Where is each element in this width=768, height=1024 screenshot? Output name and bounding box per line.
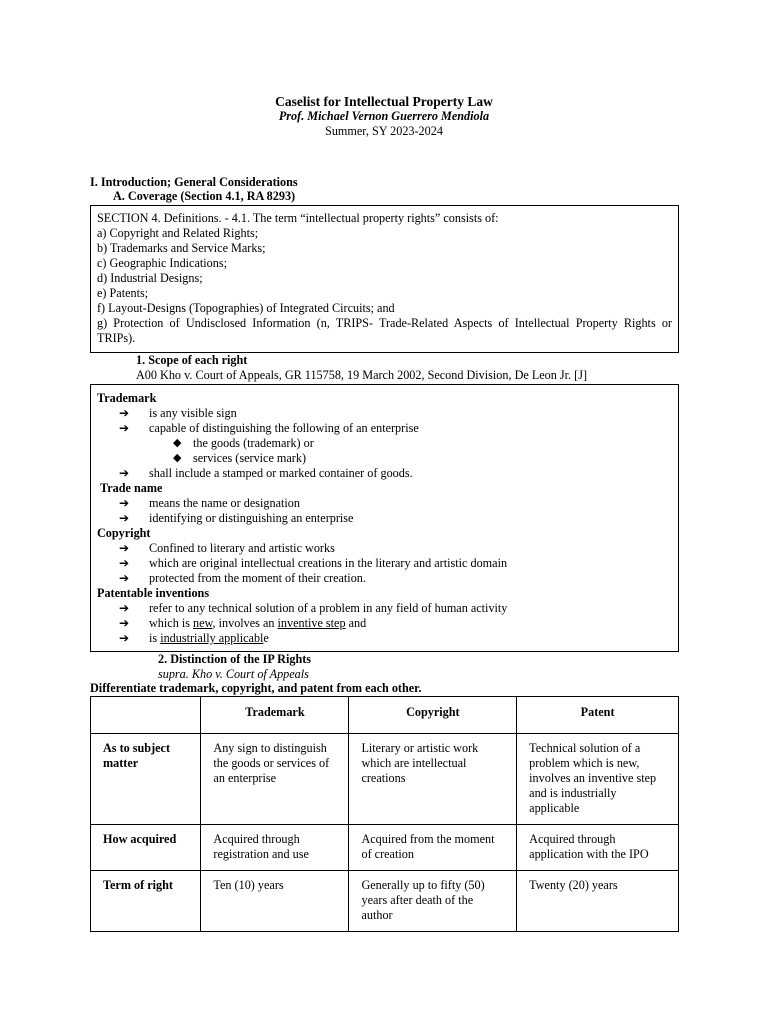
table-header-row xyxy=(91,697,679,734)
row-label: As to subject matter xyxy=(91,734,201,825)
title-block xyxy=(0,94,768,139)
arrow-icon: ➔ xyxy=(119,421,130,435)
distinction-heading: 2. Distinction of the IP Rights xyxy=(158,652,312,666)
table-row xyxy=(91,871,679,932)
table-cell: Ten (10) years xyxy=(201,871,349,932)
arrow-icon: ➔ xyxy=(119,406,130,420)
table-cell: Generally up to fifty (50) years after death of the author xyxy=(349,871,517,932)
list-item: ➔ is any visible sign xyxy=(119,406,237,420)
section-heading: I. Introduction; General Considerations xyxy=(90,175,298,189)
definition-line: a) Copyright and Related Rights; xyxy=(97,226,259,240)
table-cell: Any sign to distinguish the goods or services of an enterprise xyxy=(201,734,349,825)
row-label: Term of right xyxy=(91,871,201,932)
table-row xyxy=(91,734,679,825)
list-item: ➔ shall include a stamped or marked container of goods. xyxy=(119,466,413,480)
scope-heading: 1. Scope of each right xyxy=(136,353,248,367)
table-header-cell xyxy=(91,697,201,734)
list-item: ➔ is industrially applicable xyxy=(119,631,269,645)
comparison-table xyxy=(90,696,679,932)
definition-line: b) Trademarks and Service Marks; xyxy=(97,241,266,255)
row-label: How acquired xyxy=(91,825,201,871)
document-title: Caselist for Intellectual Property Law xyxy=(275,94,493,109)
list-item: ➔ protected from the moment of their creation. xyxy=(119,571,366,585)
patent-label: Patentable inventions xyxy=(97,586,210,600)
diamond-bullet-icon: ◆ xyxy=(173,437,182,449)
list-item: ➔ which is new, involves an inventive step and xyxy=(119,616,367,630)
tradename-label: Trade name xyxy=(100,481,163,495)
list-item: ➔ identifying or distinguishing an enterprise xyxy=(119,511,354,525)
table-row xyxy=(91,825,679,871)
subsection-heading: A. Coverage (Section 4.1, RA 8293) xyxy=(113,189,296,203)
supra-citation: supra. Kho v. Court of Appeals xyxy=(158,667,309,681)
list-item: ➔ capable of distinguishing the following of an enterprise xyxy=(119,421,419,435)
list-item: ➔ refer to any technical solution of a problem in any field of human activity xyxy=(119,601,508,615)
sub-list-item: ◆ the goods (trademark) or xyxy=(173,436,314,450)
document-term: Summer, SY 2023-2024 xyxy=(325,124,443,138)
definition-line: d) Industrial Designs; xyxy=(97,271,203,285)
definition-line: e) Patents; xyxy=(97,286,149,300)
table-cell: Acquired from the moment of creation xyxy=(349,825,517,871)
list-item: ➔ which are original intellectual creations in the literary and artistic domain xyxy=(119,556,508,570)
table-cell: Twenty (20) years xyxy=(517,871,679,932)
table-header-cell: Copyright xyxy=(349,697,517,734)
arrow-icon: ➔ xyxy=(119,511,130,525)
list-item: ➔ means the name or designation xyxy=(119,496,300,510)
arrow-icon: ➔ xyxy=(119,616,130,630)
definition-line: c) Geographic Indications; xyxy=(97,256,227,270)
table-cell: Acquired through registration and use xyxy=(201,825,349,871)
definition-line: f) Layout-Designs (Topographies) of Integrated Circuits; and xyxy=(97,301,395,315)
arrow-icon: ➔ xyxy=(119,466,130,480)
definition-box xyxy=(90,205,679,353)
list-item: ➔ Confined to literary and artistic works xyxy=(119,541,335,555)
table-header-cell: Patent xyxy=(517,697,679,734)
table-cell: Literary or artistic work which are intellectual creations xyxy=(349,734,517,825)
arrow-icon: ➔ xyxy=(119,496,130,510)
table-cell: Technical solution of a problem which is new, involves an inventive step and is industrially applicable xyxy=(517,734,679,825)
trademark-label: Trademark xyxy=(97,391,157,405)
diamond-bullet-icon: ◆ xyxy=(173,452,182,464)
scope-case-citation: A00 Kho v. Court of Appeals, GR 115758, 19 March 2002, Second Division, De Leon Jr. [J] xyxy=(136,368,588,382)
table-header-cell: Trademark xyxy=(201,697,349,734)
definition-line: g) Protection of Undisclosed Information (n, TRIPS- Trade-Related Aspects of Intellectual Property Rights or TRIPs). xyxy=(97,316,672,345)
arrow-icon: ➔ xyxy=(119,631,130,645)
table-cell: Acquired through application with the IPO xyxy=(517,825,679,871)
question-text: Differentiate trademark, copyright, and patent from each other. xyxy=(90,681,422,695)
document-author: Prof. Michael Vernon Guerrero Mendiola xyxy=(278,109,490,123)
arrow-icon: ➔ xyxy=(119,556,130,570)
arrow-icon: ➔ xyxy=(119,601,130,615)
copyright-label: Copyright xyxy=(97,526,151,540)
sub-list-item: ◆ services (service mark) xyxy=(173,451,307,465)
scope-box xyxy=(90,384,679,652)
arrow-icon: ➔ xyxy=(119,541,130,555)
arrow-icon: ➔ xyxy=(119,571,130,585)
definition-line: SECTION 4. Definitions. - 4.1. The term “intellectual property rights” consists of: xyxy=(97,211,499,225)
